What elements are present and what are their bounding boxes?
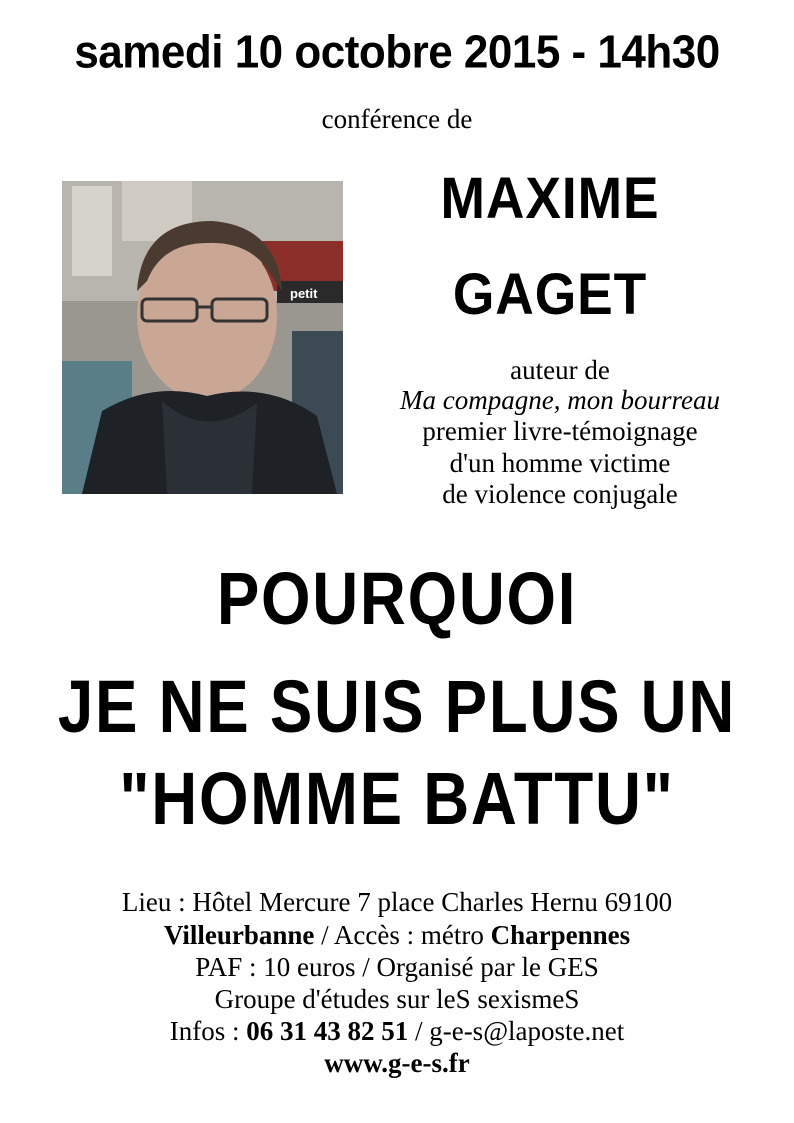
group-line: Groupe d'études sur leS sexismeS [214,984,580,1014]
date-line: samedi 10 octobre 2015 - 14h30 [74,26,720,79]
venue-line: Lieu : Hôtel Mercure 7 place Charles Hernu 69100 [121,887,673,917]
email-address[interactable]: / g-e-s@laposte.net [408,1016,625,1046]
price-line: PAF : 10 euros / Organisé par le GES [195,952,599,982]
infos-label: Infos : [169,1016,247,1046]
speaker-first-name: MAXIME [440,166,660,231]
book-title: Ma compagne, mon bourreau [400,385,720,415]
speaker-last-name: GAGET [452,262,648,327]
website-link[interactable]: www.g-e-s.fr [324,1048,470,1078]
city-name: Villeurbanne [163,920,315,950]
metro-name: Charpennes [490,920,631,950]
conference-intro: conférence de [321,104,473,134]
headline-line-2: JE NE SUIS PLUS UN [57,665,737,748]
access-line [0,919,794,951]
bio-line-3: premier livre-témoignage [422,416,698,446]
access-separator: / Accès : métro [314,920,491,950]
speaker-photo [62,181,343,494]
bio-line-1: auteur de [510,355,610,385]
headline-line-1: POURQUOI [216,557,578,640]
bio-line-4: d'un homme victime [449,448,671,478]
speaker-portrait-image [62,181,343,494]
phone-number: 06 31 43 82 51 [246,1016,409,1046]
bio-line-5: de violence conjugale [442,479,678,509]
headline-line-3: "HOMME BATTU" [119,757,675,840]
sign-text: petit [290,286,318,301]
contact-line [0,1015,794,1047]
